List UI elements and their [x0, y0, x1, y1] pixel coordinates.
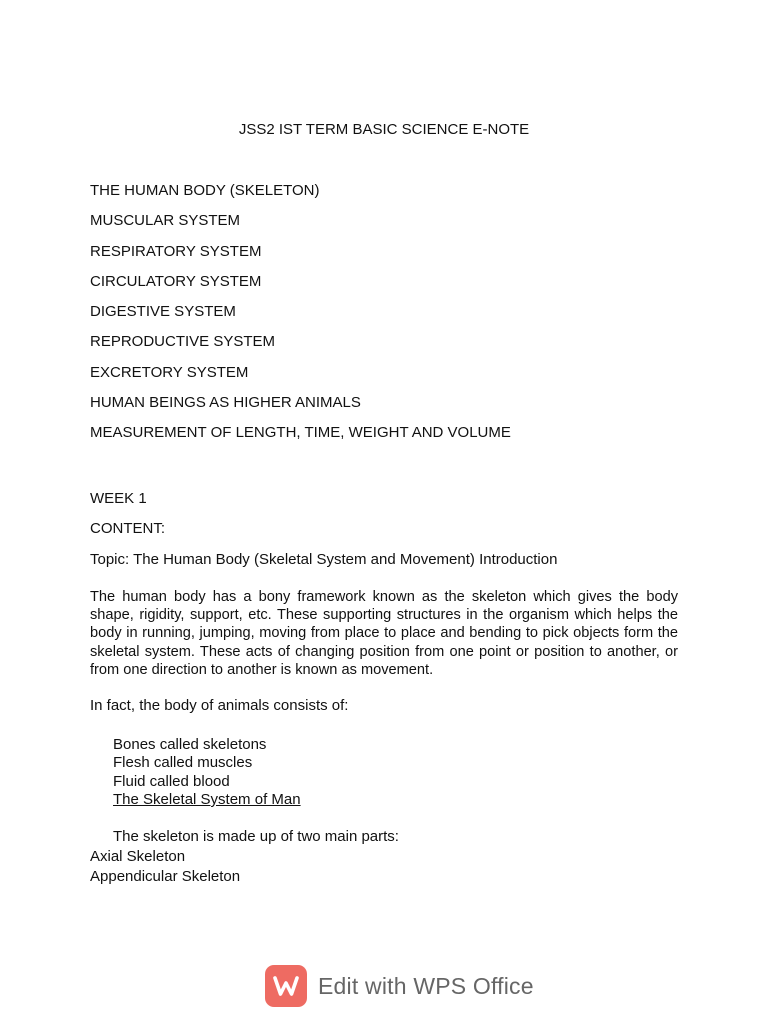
wps-badge-label: Edit with WPS Office: [318, 972, 534, 999]
list-item: Appendicular Skeleton: [90, 867, 241, 885]
consists-intro: In fact, the body of animals consists of:: [90, 697, 349, 714]
edit-with-wps-button[interactable]: [265, 965, 534, 1007]
toc-item: MEASUREMENT OF LENGTH, TIME, WEIGHT AND VOLUME: [90, 424, 511, 442]
toc-item: HUMAN BEINGS AS HIGHER ANIMALS: [90, 394, 361, 412]
skeletal-system-heading: The Skeletal System of Man: [113, 791, 301, 808]
consists-list: [113, 736, 266, 791]
content-label: CONTENT:: [90, 520, 165, 537]
list-item: Bones called skeletons: [113, 736, 267, 753]
two-parts-intro: The skeleton is made up of two main parts:: [113, 828, 399, 845]
list-item: Fluid called blood: [113, 772, 230, 790]
toc-item: THE HUMAN BODY (SKELETON): [90, 182, 320, 199]
toc-item: CIRCULATORY SYSTEM: [90, 272, 262, 290]
list-item: Flesh called muscles: [113, 754, 253, 772]
table-of-contents: [90, 180, 511, 453]
document-title: JSS2 IST TERM BASIC SCIENCE E-NOTE: [238, 121, 530, 138]
topic-heading: Topic: The Human Body (Skeletal System and Movement) Introduction: [90, 551, 558, 568]
toc-item: DIGESTIVE SYSTEM: [90, 303, 236, 321]
toc-item: RESPIRATORY SYSTEM: [90, 242, 262, 260]
week-label: WEEK 1: [90, 490, 147, 507]
toc-item: MUSCULAR SYSTEM: [90, 212, 241, 230]
toc-item: EXCRETORY SYSTEM: [90, 363, 249, 381]
intro-paragraph: The human body has a bony framework known as the skeleton which gives the body shape, rigidity, support, etc. These supporting structures in the organism which helps the body in running, jumping, moving from place to place and bending to pick objects form the skeletal system. These acts of changing position from one point or position to another, or from one direction to another is known as movement.: [90, 589, 678, 678]
skeleton-parts-list: [90, 847, 240, 886]
list-item: Axial Skeleton: [90, 848, 186, 865]
wps-w-logo-icon: [265, 965, 307, 1007]
toc-item: REPRODUCTIVE SYSTEM: [90, 333, 276, 351]
